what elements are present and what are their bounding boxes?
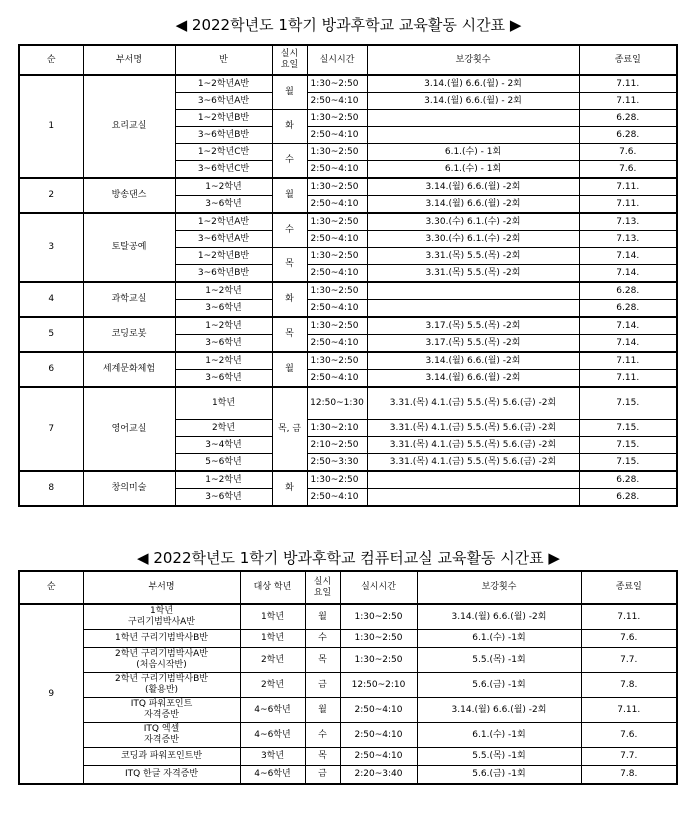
table-row	[19, 75, 677, 93]
cell-class: 1~2학년C반	[175, 144, 272, 161]
cell-makeup	[367, 127, 579, 144]
cell-class: 3~6학년C반	[175, 161, 272, 179]
header-class: 대상 학년	[240, 571, 305, 604]
cell-end: 7.13.	[579, 213, 677, 231]
computer-class-timetable	[18, 570, 678, 785]
cell-time: 2:50~4:10	[340, 748, 417, 766]
cell-time: 1:30~2:50	[307, 178, 367, 196]
cell-day: 월	[272, 352, 307, 387]
cell-time: 2:50~4:10	[307, 127, 367, 144]
cell-dept: 세계문화체험	[83, 352, 175, 387]
cell-class: 1~2학년	[175, 178, 272, 196]
cell-day: 수	[305, 630, 340, 648]
cell-dept: 토탈공예	[83, 213, 175, 282]
cell-time: 2:50~4:10	[340, 723, 417, 748]
cell-no: 2	[19, 178, 83, 213]
cell-makeup: 6.1.(수) - 1회	[367, 161, 579, 179]
cell-grade: 2학년	[240, 673, 305, 698]
cell-end: 6.28.	[579, 471, 677, 489]
cell-makeup: 3.30.(수) 6.1.(수) -2회	[367, 231, 579, 248]
cell-class: 1~2학년A반	[175, 213, 272, 231]
header-end: 종료일	[579, 45, 677, 75]
cell-time: 2:50~4:10	[340, 698, 417, 723]
cell-grade: 2학년	[240, 648, 305, 673]
cell-end: 7.14.	[579, 265, 677, 283]
cell-time: 1:30~2:50	[307, 213, 367, 231]
cell-time: 12:50~2:10	[340, 673, 417, 698]
cell-day: 월	[305, 604, 340, 630]
cell-grade: 4~6학년	[240, 698, 305, 723]
cell-makeup	[367, 489, 579, 507]
cell-day: 월	[305, 698, 340, 723]
cell-end: 7.6.	[579, 144, 677, 161]
cell-class: 3~4학년	[175, 437, 272, 454]
cell-class: 1학년	[175, 387, 272, 420]
cell-end: 7.13.	[579, 231, 677, 248]
cell-time: 1:30~2:50	[340, 604, 417, 630]
cell-no: 1	[19, 75, 83, 178]
cell-end: 7.7.	[581, 648, 677, 673]
cell-makeup: 6.1.(수) - 1회	[367, 144, 579, 161]
cell-makeup: 3.31.(목) 5.5.(목) -2회	[367, 248, 579, 265]
cell-time: 2:50~4:10	[307, 161, 367, 179]
table-row	[19, 282, 677, 300]
cell-class: 3~6학년	[175, 196, 272, 214]
cell-makeup: 5.5.(목) -1회	[417, 648, 581, 673]
computer-class-title: ◀ 2022학년도 1학기 방과후학교 컴퓨터교실 교육활동 시간표 ▶	[137, 549, 560, 567]
cell-end: 7.8.	[581, 673, 677, 698]
cell-end: 7.11.	[581, 698, 677, 723]
header-class: 반	[175, 45, 272, 75]
cell-day: 화	[272, 282, 307, 317]
cell-makeup: 3.14.(월) 6.6.(월) -2회	[367, 352, 579, 370]
cell-end: 7.11.	[579, 196, 677, 214]
cell-makeup: 5.6.(금) -1회	[417, 673, 581, 698]
cell-day: 목	[305, 748, 340, 766]
cell-time: 1:30~2:50	[340, 630, 417, 648]
cell-end: 7.11.	[579, 352, 677, 370]
cell-time: 2:50~4:10	[307, 231, 367, 248]
cell-makeup: 3.31.(목) 5.5.(목) -2회	[367, 265, 579, 283]
cell-dept: 요리교실	[83, 75, 175, 178]
cell-class: 3~6학년	[175, 300, 272, 318]
cell-no: 5	[19, 317, 83, 352]
cell-grade: 1학년	[240, 604, 305, 630]
cell-time: 2:50~4:10	[307, 489, 367, 507]
cell-end: 7.6.	[579, 161, 677, 179]
cell-day: 월	[272, 75, 307, 110]
cell-time: 1:30~2:50	[340, 648, 417, 673]
cell-end: 7.8.	[581, 766, 677, 785]
header-time: 실시시간	[307, 45, 367, 75]
table-row	[19, 766, 677, 785]
header-makeup: 보강횟수	[367, 45, 579, 75]
cell-time: 1:30~2:50	[307, 352, 367, 370]
cell-time: 1:30~2:50	[307, 75, 367, 93]
cell-makeup: 6.1.(수) -1회	[417, 723, 581, 748]
cell-time: 2:50~4:10	[307, 335, 367, 353]
cell-dept: 창의미술	[83, 471, 175, 506]
cell-end: 6.28.	[579, 489, 677, 507]
cell-no: 4	[19, 282, 83, 317]
cell-dept: ITQ 한글 자격증반	[83, 766, 240, 785]
cell-makeup: 3.30.(수) 6.1.(수) -2회	[367, 213, 579, 231]
cell-end: 7.6.	[581, 723, 677, 748]
cell-end: 7.11.	[579, 178, 677, 196]
cell-end: 7.11.	[579, 370, 677, 388]
header-dept: 부서명	[83, 571, 240, 604]
cell-end: 7.14.	[579, 317, 677, 335]
cell-makeup	[367, 110, 579, 127]
cell-day: 수	[305, 723, 340, 748]
cell-end: 7.11.	[579, 75, 677, 93]
cell-end: 7.7.	[581, 748, 677, 766]
header-no: 순	[19, 571, 83, 604]
cell-makeup: 3.17.(목) 5.5.(목) -2회	[367, 317, 579, 335]
cell-class: 3~6학년A반	[175, 231, 272, 248]
cell-class: 2학년	[175, 420, 272, 437]
cell-dept: 1학년 구리기범박사A반	[83, 604, 240, 630]
cell-dept: 2학년 구리기범박사B반 (활용반)	[83, 673, 240, 698]
table-row	[19, 471, 677, 489]
header-day: 실시 요일	[272, 45, 307, 75]
cell-time: 2:20~3:40	[340, 766, 417, 785]
table-row	[19, 698, 677, 723]
cell-time: 1:30~2:50	[307, 282, 367, 300]
cell-dept: ITQ 파워포인트 자격증반	[83, 698, 240, 723]
header-no: 순	[19, 45, 83, 75]
cell-dept: 코딩로봇	[83, 317, 175, 352]
cell-makeup: 3.17.(목) 5.5.(목) -2회	[367, 335, 579, 353]
cell-end: 6.28.	[579, 282, 677, 300]
table-row	[19, 213, 677, 231]
table-row	[19, 352, 677, 370]
cell-class: 1~2학년B반	[175, 110, 272, 127]
cell-makeup: 3.14.(월) 6.6.(월) - 2회	[367, 75, 579, 93]
cell-class: 1~2학년	[175, 352, 272, 370]
cell-grade: 3학년	[240, 748, 305, 766]
page-title: ◀ 2022학년도 1학기 방과후학교 교육활동 시간표 ▶	[175, 16, 522, 34]
cell-day: 화	[272, 110, 307, 144]
table-row	[19, 673, 677, 698]
header-time: 실시시간	[340, 571, 417, 604]
cell-time: 2:10~2:50	[307, 437, 367, 454]
cell-class: 3~6학년	[175, 489, 272, 507]
cell-makeup: 3.31.(목) 4.1.(금) 5.5.(목) 5.6.(금) -2회	[367, 454, 579, 472]
cell-makeup: 5.5.(목) -1회	[417, 748, 581, 766]
cell-makeup	[367, 471, 579, 489]
cell-time: 1:30~2:50	[307, 144, 367, 161]
table-row	[19, 630, 677, 648]
table-row	[19, 387, 677, 420]
cell-dept: 1학년 구리기범박사B반	[83, 630, 240, 648]
cell-grade: 4~6학년	[240, 766, 305, 785]
cell-makeup: 3.14.(월) 6.6.(월) -2회	[367, 196, 579, 214]
cell-day: 월	[272, 178, 307, 213]
cell-time: 2:50~4:10	[307, 93, 367, 110]
cell-makeup: 3.14.(월) 6.6.(월) -2회	[417, 604, 581, 630]
table-row	[19, 723, 677, 748]
cell-makeup: 3.31.(목) 4.1.(금) 5.5.(목) 5.6.(금) -2회	[367, 420, 579, 437]
cell-day: 수	[272, 144, 307, 179]
cell-dept: 영어교실	[83, 387, 175, 471]
header-end: 종료일	[581, 571, 677, 604]
cell-dept: ITQ 엑셀 자격증반	[83, 723, 240, 748]
table-row	[19, 648, 677, 673]
cell-time: 2:50~4:10	[307, 300, 367, 318]
cell-class: 1~2학년A반	[175, 75, 272, 93]
cell-end: 7.15.	[579, 387, 677, 420]
header-dept: 부서명	[83, 45, 175, 75]
cell-end: 7.15.	[579, 454, 677, 472]
cell-grade: 4~6학년	[240, 723, 305, 748]
cell-class: 3~6학년B반	[175, 127, 272, 144]
cell-makeup: 3.31.(목) 4.1.(금) 5.5.(목) 5.6.(금) -2회	[367, 387, 579, 420]
cell-makeup: 5.6.(금) -1회	[417, 766, 581, 785]
cell-end: 7.14.	[579, 335, 677, 353]
afterschool-timetable	[18, 44, 678, 507]
cell-time: 1:30~2:50	[307, 248, 367, 265]
cell-day: 수	[272, 213, 307, 248]
cell-class: 3~6학년B반	[175, 265, 272, 283]
cell-day: 목	[305, 648, 340, 673]
cell-no: 6	[19, 352, 83, 387]
header-makeup: 보강횟수	[417, 571, 581, 604]
cell-makeup: 3.31.(목) 4.1.(금) 5.5.(목) 5.6.(금) -2회	[367, 437, 579, 454]
cell-end: 6.28.	[579, 110, 677, 127]
cell-time: 1:30~2:10	[307, 420, 367, 437]
cell-end: 6.28.	[579, 300, 677, 318]
cell-day: 화	[272, 471, 307, 506]
cell-time: 2:50~4:10	[307, 196, 367, 214]
cell-dept: 코딩과 파워포인트반	[83, 748, 240, 766]
cell-time: 2:50~4:10	[307, 370, 367, 388]
cell-end: 6.28.	[579, 127, 677, 144]
cell-end: 7.11.	[579, 93, 677, 110]
table-row	[19, 178, 677, 196]
cell-time: 1:30~2:50	[307, 317, 367, 335]
cell-time: 2:50~3:30	[307, 454, 367, 472]
cell-no: 3	[19, 213, 83, 282]
cell-class: 5~6학년	[175, 454, 272, 472]
cell-makeup: 3.14.(월) 6.6.(월) -2회	[367, 178, 579, 196]
cell-time: 1:30~2:50	[307, 471, 367, 489]
table-row	[19, 317, 677, 335]
cell-end: 7.15.	[579, 420, 677, 437]
header-day: 실시 요일	[305, 571, 340, 604]
cell-class: 3~6학년A반	[175, 93, 272, 110]
table-row	[19, 748, 677, 766]
cell-time: 1:30~2:50	[307, 110, 367, 127]
cell-makeup	[367, 300, 579, 318]
cell-class: 1~2학년	[175, 282, 272, 300]
cell-no: 7	[19, 387, 83, 471]
cell-class: 1~2학년	[175, 317, 272, 335]
cell-grade: 1학년	[240, 630, 305, 648]
cell-class: 1~2학년	[175, 471, 272, 489]
cell-makeup	[367, 282, 579, 300]
cell-end: 7.6.	[581, 630, 677, 648]
cell-no: 8	[19, 471, 83, 506]
cell-day: 금	[305, 766, 340, 785]
cell-dept: 방송댄스	[83, 178, 175, 213]
table-row	[19, 604, 677, 630]
cell-class: 3~6학년	[175, 370, 272, 388]
cell-dept: 2학년 구리기범박사A반 (처음시작반)	[83, 648, 240, 673]
cell-class: 1~2학년B반	[175, 248, 272, 265]
cell-dept: 과학교실	[83, 282, 175, 317]
cell-day: 금	[305, 673, 340, 698]
cell-makeup: 3.14.(월) 6.6.(월) - 2회	[367, 93, 579, 110]
cell-end: 7.15.	[579, 437, 677, 454]
cell-time: 2:50~4:10	[307, 265, 367, 283]
cell-time: 12:50~1:30	[307, 387, 367, 420]
cell-makeup: 3.14.(월) 6.6.(월) -2회	[417, 698, 581, 723]
cell-day: 목	[272, 317, 307, 352]
cell-end: 7.11.	[581, 604, 677, 630]
cell-day: 목, 금	[272, 387, 307, 471]
cell-class: 3~6학년	[175, 335, 272, 353]
cell-no: 9	[19, 604, 83, 784]
cell-makeup: 6.1.(수) -1회	[417, 630, 581, 648]
cell-day: 목	[272, 248, 307, 283]
cell-makeup: 3.14.(월) 6.6.(월) -2회	[367, 370, 579, 388]
cell-end: 7.14.	[579, 248, 677, 265]
